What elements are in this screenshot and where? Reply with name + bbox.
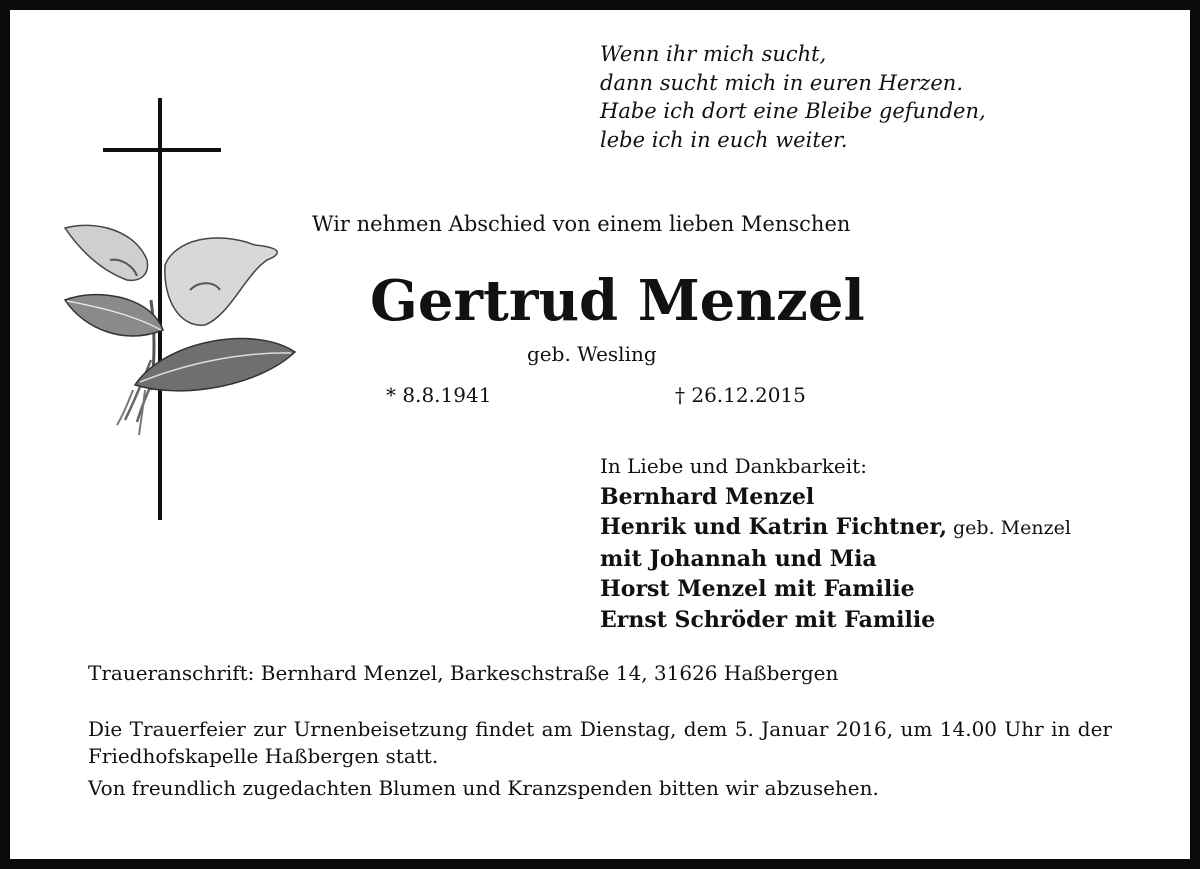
mourner-entry [600, 544, 1071, 575]
mourner-entry [600, 574, 1071, 605]
deceased-name: Gertrud Menzel [370, 268, 865, 334]
poem [600, 40, 986, 154]
mourner-name: mit Johannah und Mia [600, 545, 877, 572]
poem-line: Wenn ihr mich sucht, [600, 42, 827, 66]
poem-line: lebe ich in euch weiter. [600, 127, 848, 152]
poem-line: dann sucht mich in euren Herzen. [600, 70, 963, 95]
ceremony-info: Die Trauerfeier zur Urnenbeisetzung findet am Dienstag, dem 5. Januar 2016, um 14.00 Uhr in der Friedhofskapelle Haßbergen statt. [88, 717, 1112, 768]
mourner-suffix: geb. Menzel [946, 517, 1071, 539]
mourner-entry [600, 605, 1071, 636]
cross-with-calla-lilies-icon [55, 90, 315, 530]
mourners-heading: In Liebe und Dankbarkeit: [600, 454, 867, 478]
poem-line: Habe ich dort eine Bleibe gefunden, [600, 99, 986, 123]
birth-date: * 8.8.1941 [386, 383, 492, 407]
intro-line: Wir nehmen Abschied von einem lieben Menschen [312, 212, 851, 236]
mourner-name: Henrik und Katrin Fichtner, [600, 514, 947, 540]
mourner-name: Ernst Schröder mit Familie [600, 606, 936, 633]
death-date: † 26.12.2015 [675, 383, 806, 407]
mourners-block [600, 451, 1071, 635]
mourner-entry [600, 482, 1071, 513]
flowers-note: Von freundlich zugedachten Blumen und Kranzspenden bitten wir abzusehen. [88, 776, 879, 800]
mourning-address: Traueranschrift: Bernhard Menzel, Barkeschstraße 14, 31626 Haßbergen [88, 661, 839, 685]
mourner-name: Horst Menzel mit Familie [600, 576, 915, 602]
mourner-name: Bernhard Menzel [600, 483, 815, 510]
mourner-entry [600, 512, 1071, 544]
maiden-name: geb. Wesling [527, 342, 657, 366]
